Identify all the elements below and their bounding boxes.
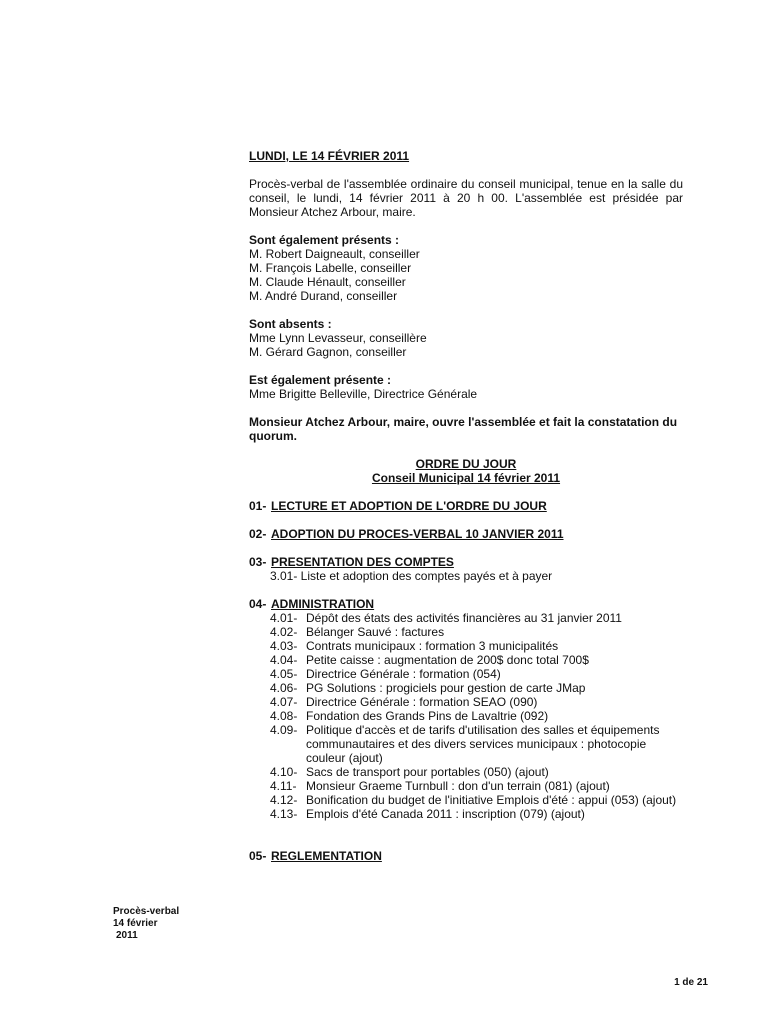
agenda-item-title: LECTURE ET ADOPTION DE L'ORDRE DU JOUR <box>271 499 547 513</box>
also-present-person: Mme Brigitte Belleville, Directrice Générale <box>249 387 478 401</box>
sub-item-text: Petite caisse : augmentation de 200$ donc total 700$ <box>306 653 589 667</box>
sub-item-text: Bélanger Sauvé : factures <box>306 625 445 639</box>
agenda-item-number: 05- <box>249 849 267 863</box>
agenda-subtitle: Conseil Municipal 14 février 2011 <box>371 471 561 485</box>
sub-item-number: 4.05- <box>270 667 298 681</box>
absent-person: Mme Lynn Levasseur, conseillère <box>249 331 427 345</box>
agenda-sub-item <box>249 653 683 667</box>
sub-item-text: Emplois d'été Canada 2011 : inscription (079) (ajout) <box>306 807 585 821</box>
agenda-item <box>249 849 683 863</box>
absent-person: M. Gérard Gagnon, conseiller <box>249 345 407 359</box>
sub-item-number: 4.03- <box>270 639 298 653</box>
agenda-item-title: PRESENTATION DES COMPTES <box>271 555 454 569</box>
agenda-sub-item <box>249 723 683 765</box>
agenda-item-title: ADOPTION DU PROCES-VERBAL 10 JANVIER 2011 <box>271 527 564 541</box>
sub-item-number: 4.08- <box>270 709 298 723</box>
present-title: Sont également présents : <box>249 233 400 247</box>
footer-line: 2011 <box>116 930 138 941</box>
sub-item-number: 4.02- <box>270 625 298 639</box>
spacer <box>249 835 683 849</box>
footer-reference <box>113 906 179 942</box>
sub-item-text: Dépôt des états des activités financières au 31 janvier 2011 <box>306 611 622 625</box>
sub-item-number: 4.09- <box>270 723 298 737</box>
footer-line: 14 février <box>113 918 158 929</box>
footer-line: Procès-verbal <box>113 906 180 917</box>
sub-item-number: 4.12- <box>270 793 298 807</box>
agenda-item <box>249 597 683 821</box>
agenda-item-number: 04- <box>249 597 267 611</box>
document-body <box>249 149 683 877</box>
opening-statement: Monsieur Atchez Arbour, maire, ouvre l'assemblée et fait la constatation du quorum. <box>249 415 678 443</box>
agenda-item-title: REGLEMENTATION <box>271 849 382 863</box>
sub-item-number: 4.01- <box>270 611 298 625</box>
sub-item-text: Directrice Générale : formation SEAO (090) <box>306 695 538 709</box>
agenda-sub-item <box>249 807 683 821</box>
present-person: M. André Durand, conseiller <box>249 289 398 303</box>
agenda-item-number: 01- <box>249 499 267 513</box>
sub-item-text: Sacs de transport pour portables (050) (ajout) <box>306 765 549 779</box>
sub-item-text: Contrats municipaux : formation 3 municipalités <box>306 639 559 653</box>
sub-item-number: 4.07- <box>270 695 298 709</box>
sub-item-number: 4.04- <box>270 653 298 667</box>
agenda-sub-item <box>249 639 683 653</box>
sub-item-number: 4.11- <box>270 779 297 793</box>
present-person: M. François Labelle, conseiller <box>249 261 412 275</box>
agenda-sub-item <box>249 765 683 779</box>
agenda-header <box>249 457 683 485</box>
meeting-date: LUNDI, LE 14 FÉVRIER 2011 <box>249 149 410 163</box>
agenda-item <box>249 499 683 513</box>
agenda-item-number: 03- <box>249 555 267 569</box>
agenda-sub-item <box>249 779 683 793</box>
agenda-item-title: ADMINISTRATION <box>271 597 375 611</box>
intro-paragraph: Procès-verbal de l'assemblée ordinaire du conseil municipal, tenue en la salle du conseil, le lundi, 14 février 2011 à 20 h 00. L'assemblée est présidée par Monsieur Atchez Arbour, maire. <box>249 177 683 219</box>
present-section <box>249 233 683 303</box>
agenda-title: ORDRE DU JOUR <box>415 457 517 471</box>
also-present-title: Est également présente : <box>249 373 392 387</box>
agenda-sub-item <box>249 681 683 695</box>
sub-item-number: 4.13- <box>270 807 298 821</box>
agenda-sub-item <box>249 667 683 681</box>
agenda-sub-item <box>249 695 683 709</box>
sub-item-text: Monsieur Graeme Turnbull : don d'un terrain (081) (ajout) <box>306 779 610 793</box>
agenda-sub-item <box>249 611 683 625</box>
agenda-item <box>249 555 683 583</box>
sub-item-text: Bonification du budget de l'initiative Emplois d'été : appui (053) (ajout) <box>306 793 677 807</box>
agenda-sub-item: 3.01- Liste et adoption des comptes payés et à payer <box>270 569 553 583</box>
sub-item-number: 4.06- <box>270 681 298 695</box>
page-number: 1 de 21 <box>674 977 708 988</box>
sub-item-text: Fondation des Grands Pins de Lavaltrie (092) <box>306 709 549 723</box>
absent-title: Sont absents : <box>249 317 332 331</box>
sub-item-number: 4.10- <box>270 765 298 779</box>
sub-item-text: Politique d'accès et de tarifs d'utilisation des salles et équipements communautaires et des divers services municipaux : photocopie couleur (ajout) <box>306 723 660 765</box>
agenda-sub-item <box>249 625 683 639</box>
agenda-sub-item <box>249 709 683 723</box>
present-person: M. Claude Hénault, conseiller <box>249 275 406 289</box>
present-person: M. Robert Daigneault, conseiller <box>249 247 420 261</box>
sub-item-text: Directrice Générale : formation (054) <box>306 667 501 681</box>
agenda-item-number: 02- <box>249 527 267 541</box>
also-present-section <box>249 373 683 401</box>
absent-section <box>249 317 683 359</box>
sub-item-text: PG Solutions : progiciels pour gestion de carte JMap <box>306 681 586 695</box>
agenda-item <box>249 527 683 541</box>
agenda-sub-item <box>249 793 683 807</box>
